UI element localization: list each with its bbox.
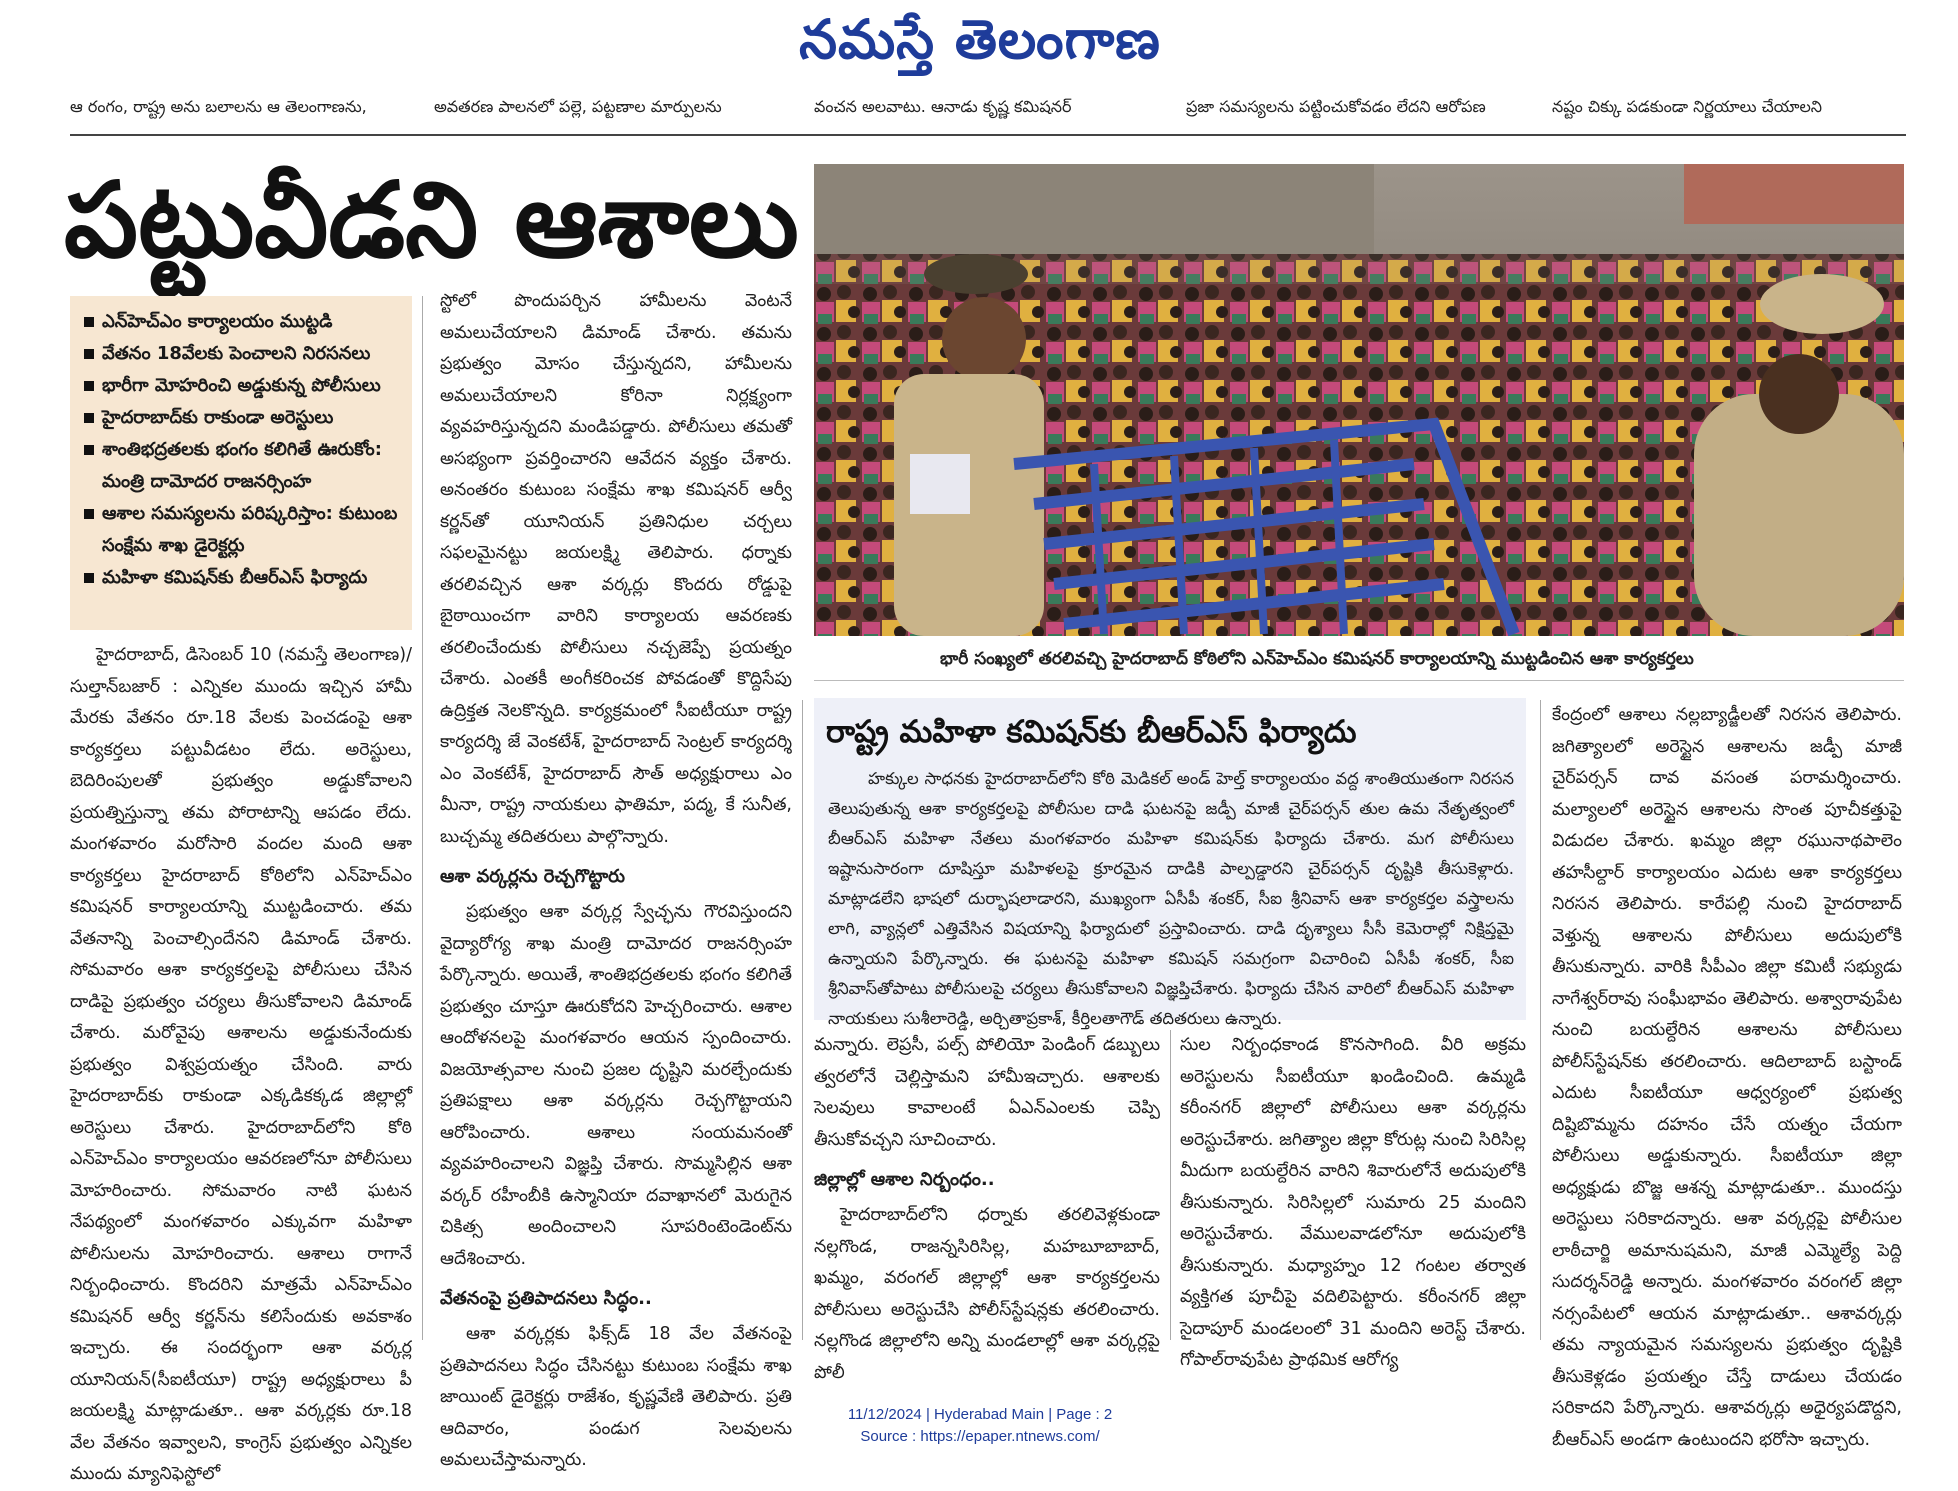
square-bullet-icon [84,413,94,423]
protest-photo-image [814,164,1904,636]
column-divider [802,700,803,1340]
sidebar-box-body [828,764,1514,1028]
column-divider [1540,700,1541,1340]
column-divider [1170,1030,1171,1340]
page-footer [760,1404,1200,1448]
footer-source-link[interactable]: Source : https://epaper.ntnews.com/ [860,1428,1100,1445]
highlight-item: ఆశాల సమస్యలను పరిష్కరిస్తాం: కుటుంబ సంక్షేమ శాఖ డైరెక్టర్లు [84,498,404,562]
article-column-2 [440,286,792,1470]
section-subhead: జిల్లాల్లో ఆశాల నిర్బంధం.. [814,1169,995,1190]
sidebar-box-title: రాష్ట్ర మహిళా కమిషన్‌కు బీఆర్‌ఎస్ ఫిర్యాదు [826,714,1357,750]
headline: పట్టువీడని ఆశాలు [64,159,799,281]
square-bullet-icon [84,349,94,359]
cutline-1: ఆ రంగం, రాష్ట్ర అను బలాలను ఆ తెలంగాణను, [70,97,367,116]
top-rule [70,134,1906,136]
section-subhead: వేతనంపై ప్రతిపాదనలు సిద్ధం.. [440,1288,652,1309]
column-divider [422,296,423,1340]
article-column-1 [70,640,412,1484]
article-paragraph: హైదరాబాద్‌లోని ధర్నాకు తరలివెళ్లకుండా నల్లగొండ, రాజన్నసిరిసిల్ల, మహబూబాబాద్, ఖమ్మం, వరంగల్ జిల్లాల్లో ఆశా కార్యకర్తలను పోలీసులు అరెస్టుచేసి పోలీస్‌స్టేషన్లకు తరలించారు. నల్లగొండ జిల్లాలోని అన్ని మండలాల్లో ఆశా వర్కర్లపై పోలీ [814,1205,1160,1383]
article-paragraph: ఆశా వర్కర్లకు ఫిక్స్‌డ్ 18 వేల వేతనంపై ప్రతిపాదనలు సిద్ధం చేసినట్టు కుటుంబ సంక్షేమ శాఖ జాయింట్ డైరెక్టర్లు రాజేశం, కృష్ణవేణి తెలిపారు. ప్రతి ఆదివారం, పండుగ సెలవులను అమలుచేస్తామన్నారు. [440,1324,792,1470]
highlight-item: వేతనం 18వేలకు పెంచాలని నిరసనలు [84,338,404,370]
article-paragraph: హక్కుల సాధనకు హైదరాబాద్‌లోని కోఠి మెడికల్ అండ్ హెల్త్ కార్యాలయం వద్ద శాంతియుతంగా నిరసన తెలుపుతున్న ఆశా కార్యకర్తలపై పోలీసుల దాడి ఘటనపై జడ్పీ మాజీ చైర్‌పర్సన్ తుల ఉమ నేతృత్వంలో బీఆర్‌ఎస్ మహిళా నేతలు మంగళవారం మహిళా కమిషన్‌కు ఫిర్యాదు చేశారు. మగ పోలీసులు ఇష్టానుసారంగా దూషిస్తూ మహిళలపై క్రూరమైన దాడికి పాల్పడ్డారని చైర్‌పర్సన్ దృష్టికి తీసుకెళ్లారు. మాట్లాడలేని భాషలో దుర్భాషలాడారని, ముఖ్యంగా ఏసీపీ శంకర్, సీఐ శ్రీనివాస్ ఆశా కార్యకర్తల వస్త్రాలను లాగి, వ్యాన్లలో ఎత్తివేసిన విషయాన్ని ఫిర్యాదులో ప్రస్తావించారు. దాడి దృశ్యాలు సీసీ కెమెరాల్లో నిక్షిప్తమై ఉన్నాయని పేర్కొన్నారు. ఈ ఘటనపై మహిళా కమిషన్ సమగ్రంగా విచారించి ఏసీపీ శంకర్, సీఐ శ్రీనివాస్‌తోపాటు పోలీసులపై చర్యలు తీసుకోవాలని విజ్ఞప్తిచేశారు. ఫిర్యాదు చేసిన వారిలో బీఆర్‌ఎస్ మహిళా నాయకులు సుశీలారెడ్డి, అర్చితాప్రకాశ్, కీర్తిలతాగౌడ్ తదితరులు ఉన్నారు. [828,769,1514,1028]
article-paragraph: మన్నారు. లెప్రసీ, పల్స్ పోలియో పెండింగ్ డబ్బులు త్వరలోనే చెల్లిస్తామని హామీఇచ్చారు. ఆశాలకు సెలవులు కావాలంటే ఏఎన్‌ఎంలకు చెప్పి తీసుకోవచ్చని సూచించారు. [814,1035,1160,1150]
highlight-item: హైదరాబాద్‌కు రాకుండా అరెస్టులు [84,402,404,434]
article-column-4 [1180,1030,1526,1370]
highlights-box [70,296,412,630]
article-paragraph: స్టోలో పొందుపర్చిన హామీలను వెంటనే అమలుచేయాలని డిమాండ్ చేశారు. తమను ప్రభుత్వం మోసం చేస్తున్నదని, హామీలను అమలుచేయాలని కోరినా నిర్లక్ష్యంగా వ్యవహరిస్తున్నదని మండిపడ్డారు. పోలీసులు తమతో అసభ్యంగా ప్రవర్తించారని ఆవేదన వ్యక్తం చేశారు. అనంతరం కుటుంబ సంక్షేమ శాఖ కమిషనర్ ఆర్వీ కర్ణన్‌తో యూనియన్ ప్రతినిధుల చర్చలు సఫలమైనట్టు జయలక్ష్మి తెలిపారు. ధర్నాకు తరలివచ్చిన ఆశా వర్కర్లు కొందరు రోడ్డుపై బైఠాయించగా వారిని కార్యాలయ ఆవరణకు తరలించేందుకు పోలీసులు నచ్చజెప్పే ప్రయత్నం చేశారు. ఎంతకీ అంగీకరించక పోవడంతో కొద్దిసేపు ఉద్రిక్తత నెలకొన్నది. కార్యక్రమంలో సీఐటీయూ రాష్ట్ర కార్యదర్శి జే వెంకటేశ్, హైదరాబాద్ సెంట్రల్ కార్యదర్శి ఎం వెంకటేశ్, హైదరాబాద్ సౌత్ అధ్యక్షురాలు ఎం మీనా, రాష్ట్ర నాయకులు ఫాతిమా, పద్మ, కే సునీత, బుచ్చమ్మ తదితరులు పాల్గొన్నారు. [440,291,792,847]
article-paragraph: హైదరాబాద్, డిసెంబర్ 10 (నమస్తే తెలంగాణ)/సుల్తాన్‌బజార్ : ఎన్నికల ముందు ఇచ్చిన హామీ మేరకు వేతనం రూ.18 వేలకు పెంచడంపై ఆశా కార్యకర్తలు పట్టువీడటం లేదు. అరెస్టులు, బెదిరింపులతో ప్రభుత్వం అడ్డుకోవాలని ప్రయత్నిస్తున్నా తమ పోరాటాన్ని ఆపడం లేదు. మంగళవారం మరోసారి వందల మంది ఆశా కార్యకర్తలు హైదరాబాద్ కోఠిలోని ఎన్‌హెచ్‌ఎం కమిషనర్ కార్యాలయాన్ని ముట్టడించారు. తమ వేతనాన్ని పెంచాల్సిందేనని డిమాండ్ చేశారు. సోమవారం ఆశా కార్యకర్తలపై పోలీసులు చేసిన దాడిపై ప్రభుత్వం చర్యలు తీసుకోవాలని డిమాండ్ చేశారు. మరోవైపు ఆశాలను అడ్డుకునేందుకు ప్రభుత్వం విశ్వప్రయత్నం చేసింది. వారు హైదరాబాద్‌కు రాకుండా ఎక్కడికక్కడ జిల్లాల్లో అరెస్టులు చేశారు. హైదరాబాద్‌లోని కోఠి ఎన్‌హెచ్‌ఎం కార్యాలయం ఆవరణలోనూ పోలీసులు మోహరించారు. సోమవారం నాటి ఘటన నేపథ్యంలో మంగళవారం ఎక్కువగా మహిళా పోలీసులను మోహరించారు. ఆశాలు రాగానే నిర్బంధించారు. కొందరిని మాత్రమే ఎన్‌హెచ్‌ఎం కమిషనర్ ఆర్వీ కర్ణన్‌ను కలిసేందుకు అవకాశం ఇచ్చారు. ఈ సందర్భంగా ఆశా వర్కర్ల యూనియన్(సీఐటీయూ) రాష్ట్ర అధ్యక్షురాలు పీ జయలక్ష్మి మాట్లాడుతూ.. ఆశా వర్కర్లకు రూ.18 వేల వేతనం ఇవ్వాలని, కాంగ్రెస్ ప్రభుత్వం ఎన్నికల ముందు మ్యానిఫెస్టోలో [70,645,412,1484]
masthead: నమస్తే తెలంగాణ [799,8,1161,71]
square-bullet-icon [84,317,94,327]
cutline-2: అవతరణ పాలనలో పల్లె, పట్టణాల మార్పులను [434,97,722,116]
article-column-3 [814,1030,1160,1383]
highlight-item: ఎన్‌హెచ్‌ఎం కార్యాలయం ముట్టడి [84,306,404,338]
cutline-4: ప్రజా సమస్యలను పట్టించుకోవడం లేదని ఆరోపణ [1186,97,1486,116]
section-subhead: ఆశా వర్కర్లను రెచ్చగొట్టారు [440,866,626,887]
caption-rule [814,680,1904,681]
protest-photo [814,164,1904,636]
article-paragraph: కేంద్రంలో ఆశాలు నల్లబ్యాడ్జీలతో నిరసన తెలిపారు. జగిత్యాలలో అరెస్టైన ఆశాలను జడ్పీ మాజీ చైర్‌పర్సన్ దావ వసంత పరామర్శించారు. మల్యాలలో అరెస్టైన ఆశాలను సొంత పూచీకత్తుపై విడుదల చేశారు. ఖమ్మం జిల్లా రఘునాథపాలెం తహసీల్దార్ కార్యాలయం ఎదుట ఆశా కార్యకర్తలు నిరసన తెలిపారు. కారేపల్లి నుంచి హైదరాబాద్ వెళ్తున్న ఆశాలను పోలీసులు అదుపులోకి తీసుకున్నారు. వారికి సీపీఎం జిల్లా కమిటీ సభ్యుడు నాగేశ్వర్‌రావు సంఘీభావం తెలిపారు. అశ్వారావుపేట నుంచి బయల్దేరిన ఆశాలను పోలీసులు పోలీస్‌స్టేషన్‌కు తరలించారు. ఆదిలాబాద్ బస్టాండ్ ఎదుట సీఐటీయూ ఆధ్వర్యంలో ప్రభుత్వ దిష్టిబొమ్మను దహనం చేసే యత్నం చేయగా పోలీసులు అడ్డుకున్నారు. సీఐటీయూ జిల్లా అధ్యక్షుడు బొజ్జ ఆశన్న మాట్లాడుతూ.. ముందస్తు అరెస్టులు సరికాదన్నారు. ఆశా వర్కర్లపై పోలీసుల లాఠీచార్జి అమానుషమని, మాజీ ఎమ్మెల్యే పెద్ది సుదర్శన్‌రెడ్డి అన్నారు. మంగళవారం వరంగల్ జిల్లా నర్సంపేటలో ఆయన మాట్లాడుతూ.. ఆశావర్కర్లు తమ న్యాయమైన సమస్యలను ప్రభుత్వం దృష్టికి తీసుకెళ్లడం ప్రయత్నం చేస్తే దాడులు చేయడం సరికాదని పేర్కొన్నారు. ఆశావర్కర్లు అధైర్యపడొద్దని, బీఆర్‌ఎస్ అండగా ఉంటుందని భరోసా ఇచ్చారు. [1552,705,1902,1450]
article-paragraph: ప్రభుత్వం ఆశా వర్కర్ల స్వేచ్ఛను గౌరవిస్తుందని వైద్యారోగ్య శాఖ మంత్రి దామోదర రాజనర్సింహ పేర్కొన్నారు. అయితే, శాంతిభద్రతలకు భంగం కలిగితే ప్రభుత్వం చూస్తూ ఊరుకోదని హెచ్చరించారు. ఆశాల ఆందోళనలపై మంగళవారం ఆయన స్పందించారు. విజయోత్సవాల నుంచి ప్రజల దృష్టిని మరల్చేందుకు ప్రతిపక్షాలు ఆశా వర్కర్లను రెచ్చగొట్టాయని ఆరోపించారు. ఆశాలు సంయమనంతో వ్యవహరించాలని విజ్ఞప్తి చేశారు. సొమ్మసిల్లిన ఆశా వర్కర్ రహీంబీకి ఉస్మానియా దవాఖానలో మెరుగైన చికిత్స అందించాలని సూపరింటెండెంట్‌ను ఆదేశించారు. [440,902,792,1269]
highlight-item: శాంతిభద్రతలకు భంగం కలిగితే ఊరుకోం: మంత్రి దామోదర రాజనర్సింహ [84,434,404,498]
square-bullet-icon [84,573,94,583]
square-bullet-icon [84,381,94,391]
cutline-5: నష్టం చిక్కు పడకుండా నిర్ణయాలు చేయాలని [1552,97,1823,116]
photo-caption: భారీ సంఖ్యలో తరలివచ్చి హైదరాబాద్ కోఠిలోని ఎన్‌హెచ్‌ఎం కమిషనర్ కార్యాలయాన్ని ముట్టడించిన ఆశా కార్యకర్తలు [940,649,1694,669]
cutline-3: వంచన అలవాటు. ఆనాడు కృష్ణ కమిషనర్ [814,97,1072,116]
highlight-item: భారీగా మోహరించి అడ్డుకున్న పోలీసులు [84,370,404,402]
square-bullet-icon [84,445,94,455]
article-paragraph: సుల నిర్బంధకాండ కొనసాగింది. వీరి అక్రమ అరెస్టులను సీఐటీయూ ఖండించింది. ఉమ్మడి కరీంనగర్ జిల్లాలో పోలీసులు ఆశా వర్కర్లను అరెస్టుచేశారు. జగిత్యాల జిల్లా కోరుట్ల నుంచి సిరిసిల్ల మీదుగా బయల్దేరిన వారిని శివారులోనే అదుపులోకి తీసుకున్నారు. సిరిసిల్లలో సుమారు 25 మందిని అరెస్టుచేశారు. వేములవాడలోనూ అదుపులోకి తీసుకున్నారు. మధ్యాహ్నం 12 గంటల తర్వాత వ్యక్తిగత పూచీపై వదిలిపెట్టారు. కరీంనగర్ జిల్లా సైదాపూర్ మండలంలో 31 మందిని అరెస్ట్ చేశారు. గోపాల్‌రావుపేట ప్రాథమిక ఆరోగ్య [1180,1035,1526,1370]
highlight-item: మహిళా కమిషన్‌కు బీఆర్‌ఎస్ ఫిర్యాదు [84,562,404,594]
footer-edition-line: 11/12/2024 | Hyderabad Main | Page : 2 [847,1406,1113,1423]
article-column-5 [1552,700,1902,1450]
square-bullet-icon [84,509,94,519]
